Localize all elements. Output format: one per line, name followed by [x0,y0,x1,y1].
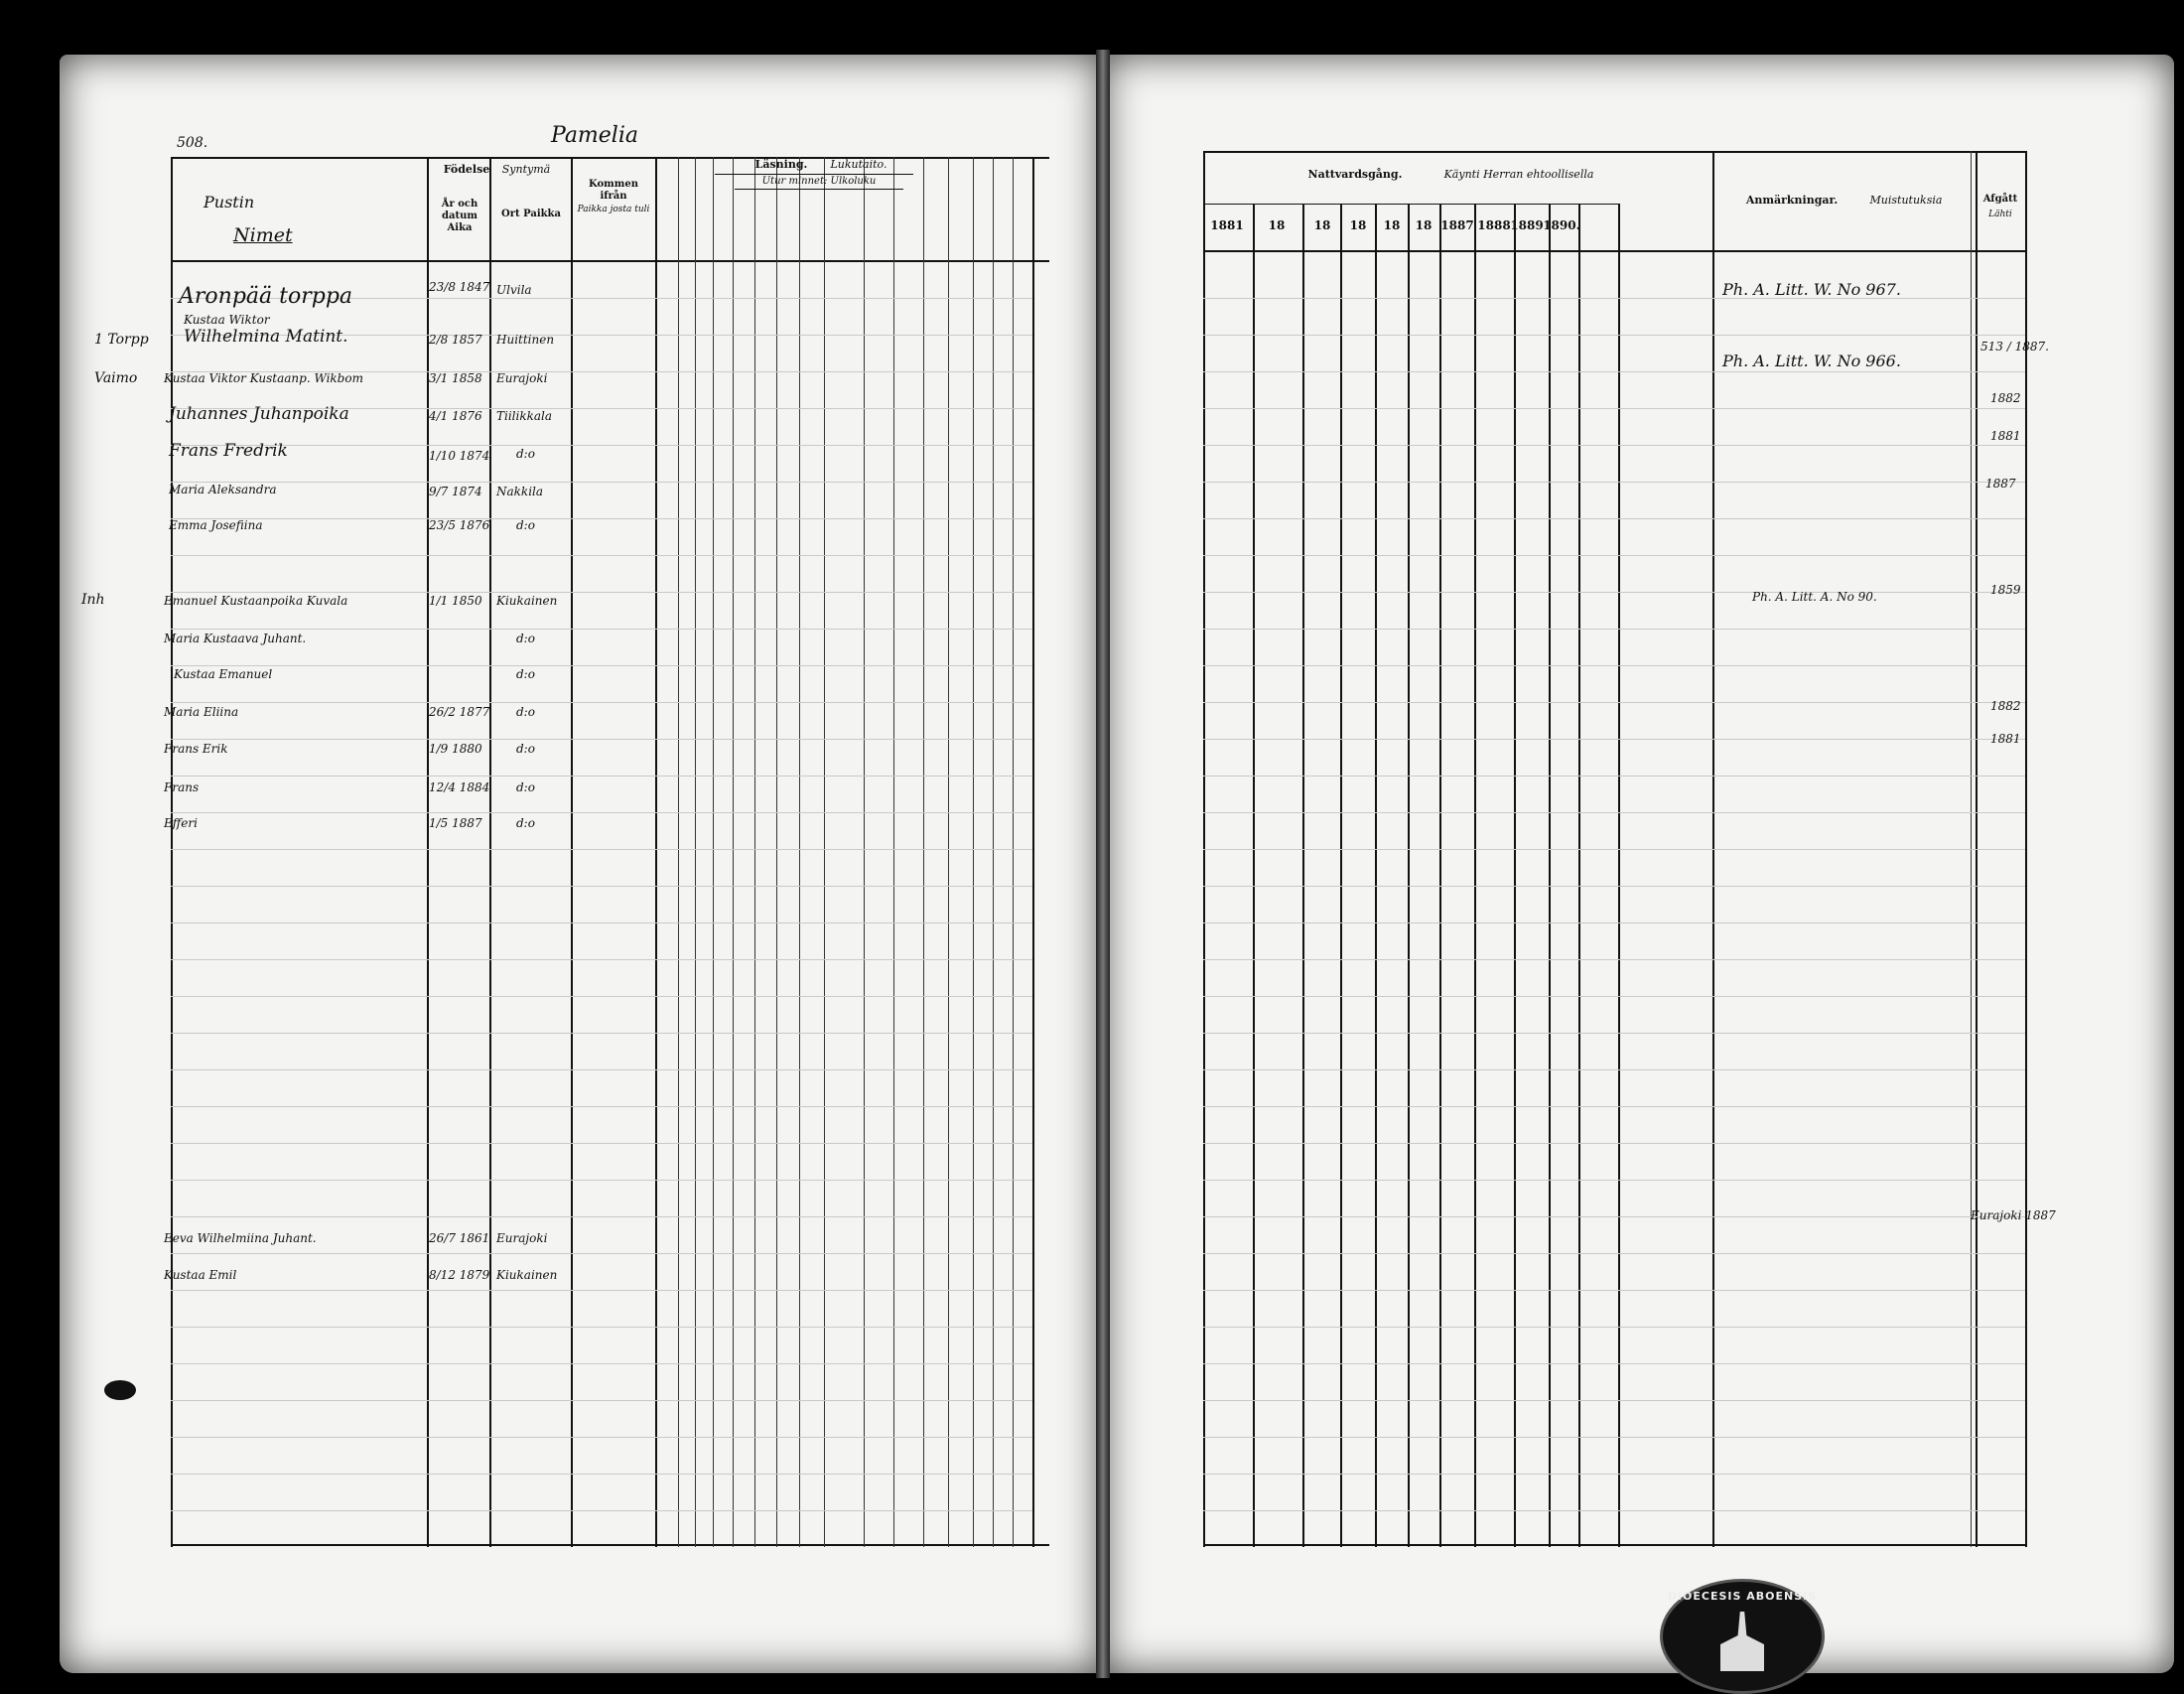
entry-place: d:o [516,742,535,756]
writing-rule [171,996,1032,997]
writing-rule [1203,996,2025,997]
entry-name: Frans Erik [164,742,228,756]
writing-rule [1203,482,2025,483]
entry-birth: 9/7 1874 [429,485,482,498]
entry-place: d:o [516,705,535,719]
writing-rule [171,1106,1032,1107]
writing-rule [171,518,1032,519]
writing-rule [1203,1400,2025,1401]
entry-place: Huittinen [496,333,555,347]
entry-name: Eeva Wilhelmiina Juhant. [164,1231,317,1245]
entry-place: Kiukainen [496,1268,558,1282]
entry-name: Juhannes Juhanpoika [169,404,349,424]
entry-birth: 8/12 1879 [429,1268,490,1282]
year-header-6: 18 [1415,218,1433,232]
entry-place: Kiukainen [496,594,558,608]
entry-name: Maria Kustaava Juhant. [164,632,307,645]
writing-rule [1203,1437,2025,1438]
entry-name: Aronpää torppa [179,284,353,309]
year-header-8: 1888 [1477,218,1511,232]
writing-rule [1203,886,2025,887]
writing-rule [1203,1069,2025,1070]
birth-header: Födelse [443,163,490,176]
ink-blot [104,1380,136,1400]
writing-rule [171,886,1032,887]
birth-place-header: Ort Paikka [501,209,561,219]
book-spine [1096,50,1110,1678]
writing-rule [171,1510,1032,1511]
birth-year-header: År och datum Aika [441,199,478,233]
entry-name: Kustaa Emanuel [174,667,273,681]
year-header-2: 18 [1268,218,1286,232]
writing-rule [171,1363,1032,1364]
year-header-10: 1890. [1543,218,1580,232]
writing-rule [171,1216,1032,1217]
moved-entry: Eurajoki 1887 [1971,1208,2056,1222]
writing-rule [1203,1290,2025,1291]
entry-place: d:o [516,518,535,532]
entry-birth: 3/1 1858 [429,371,482,385]
stamp-text: DIOECESIS ABOENSIS [1667,1590,1818,1603]
writing-rule [1203,959,2025,960]
arrival-header: Kommen ifrån [589,179,638,202]
remark-entry: Ph. A. Litt. A. No 90. [1752,590,1877,604]
year-header-1: 1881 [1210,218,1244,232]
moved-entry: 1882 [1990,699,2021,713]
entry-name: Wilhelmina Matint. [184,327,348,347]
church-icon [1720,1612,1764,1671]
writing-rule [1203,445,2025,446]
writing-rule [1203,518,2025,519]
writing-rule [171,445,1032,446]
entry-birth: 26/2 1877 [429,705,490,719]
entry-birth: 26/7 1861 [429,1231,490,1245]
year-header-5: 18 [1383,218,1401,232]
moved-entry: 513 / 1887. [1980,340,2049,353]
writing-rule [171,1033,1032,1034]
name-header-line1: Pustin [204,193,255,212]
entry-name: Maria Eliina [164,705,239,719]
writing-rule [1203,555,2025,556]
lasning-header: Läsning. [754,158,808,171]
entry-name: Maria Aleksandra [169,483,277,496]
writing-rule [1203,702,2025,703]
diocese-stamp [1660,1579,1825,1694]
arrival-subheader: Paikka josta tuli [577,205,650,214]
writing-rule [1203,371,2025,372]
entry-name: Frans Fredrik [169,441,288,461]
entry-birth: 4/1 1876 [429,409,482,423]
entry-name: Kustaa Wiktor [184,313,270,327]
entry-birth: 1/9 1880 [429,742,482,756]
remarks-header: Anmärkningar. [1745,194,1839,207]
moved-entry: 1887 [1985,477,2016,491]
writing-rule [171,812,1032,813]
remark-entry: Ph. A. Litt. W. No 966. [1722,352,1901,370]
lasning-header-fi: Lukutaito. [830,158,887,171]
entry-birth: 12/4 1884 [429,780,490,794]
writing-rule [1203,408,2025,409]
moved-header: Afgått [1982,194,2018,205]
writing-rule [1203,1143,2025,1144]
year-header-9: 1889 [1510,218,1544,232]
entry-birth: 1/5 1887 [429,816,482,830]
entry-role: 1 Torpp [94,332,149,348]
entry-name: Frans [164,780,200,794]
entry-birth: 1/1 1850 [429,594,482,608]
parish-name: Pamelia [551,123,638,148]
entry-place: d:o [516,667,535,681]
entry-place: Tiilikkala [496,409,553,423]
writing-rule [1203,335,2025,336]
writing-rule [1203,849,2025,850]
entry-name: Emma Josefiina [169,518,263,532]
writing-rule [1203,1363,2025,1364]
writing-rule [171,1400,1032,1401]
writing-rule [171,1069,1032,1070]
entry-name: Kustaa Emil [164,1268,237,1282]
lasning-subheader: Utur minnet: Ulkoluku [761,176,877,187]
writing-rule [1203,739,2025,740]
writing-rule [171,482,1032,483]
entry-place: Nakkila [496,485,544,498]
entry-place: Ulvila [496,283,532,297]
writing-rule [1203,1327,2025,1328]
writing-rule [171,1327,1032,1328]
moved-entry: 1881 [1990,429,2021,443]
writing-rule [1203,1033,2025,1034]
writing-rule [1203,1216,2025,1217]
name-header-line2: Nimet [233,224,293,246]
birth-header-fi: Syntymä [501,163,551,176]
entry-place: Eurajoki [496,371,548,385]
writing-rule [1203,298,2025,299]
writing-rule [1203,1106,2025,1107]
page-number: 508. [177,135,208,151]
writing-rule [1203,1180,2025,1181]
entry-name: Efferi [164,816,198,830]
writing-rule [171,1290,1032,1291]
writing-rule [171,849,1032,850]
entry-place: Eurajoki [496,1231,548,1245]
writing-rule [171,922,1032,923]
entry-name: Emanuel Kustaanpoika Kuvala [164,594,348,608]
writing-rule [1203,922,2025,923]
writing-rule [171,1143,1032,1144]
writing-rule [1203,1253,2025,1254]
moved-entry: 1859 [1990,583,2021,597]
writing-rule [171,665,1032,666]
communion-header: Nattvardsgång. [1307,168,1403,181]
entry-role: Inh [81,592,105,608]
writing-rule [171,1253,1032,1254]
entry-place: d:o [516,447,535,461]
writing-rule [1203,629,2025,630]
entry-place: d:o [516,816,535,830]
writing-rule [171,1474,1032,1475]
remarks-header-fi: Muistutuksia [1869,194,1943,207]
entry-place: d:o [516,632,535,645]
writing-rule [171,702,1032,703]
writing-rule [1203,1510,2025,1511]
entry-birth: 23/5 1876 [429,518,490,532]
writing-rule [171,959,1032,960]
entry-place: d:o [516,780,535,794]
entry-role: Vaimo [94,370,138,386]
entry-birth: 2/8 1857 [429,333,482,347]
writing-rule [171,739,1032,740]
remark-entry: Ph. A. Litt. W. No 967. [1722,280,1901,299]
moved-subheader: Lähti [1988,210,2012,219]
year-header-4: 18 [1349,218,1367,232]
entry-birth: 1/10 1874 [429,449,490,463]
moved-entry: 1882 [1990,391,2021,405]
communion-header-fi: Käynti Herran ehtoollisella [1443,168,1594,181]
entry-name: Kustaa Viktor Kustaanp. Wikbom [164,371,363,385]
writing-rule [171,1180,1032,1181]
moved-entry: 1881 [1990,732,2021,746]
writing-rule [1203,1474,2025,1475]
writing-rule [1203,665,2025,666]
year-header-7: 1887 [1440,218,1474,232]
entry-birth: 23/8 1847 [429,280,490,294]
writing-rule [1203,812,2025,813]
writing-rule [171,555,1032,556]
year-header-3: 18 [1313,218,1331,232]
writing-rule [171,1437,1032,1438]
writing-rule [1203,592,2025,593]
